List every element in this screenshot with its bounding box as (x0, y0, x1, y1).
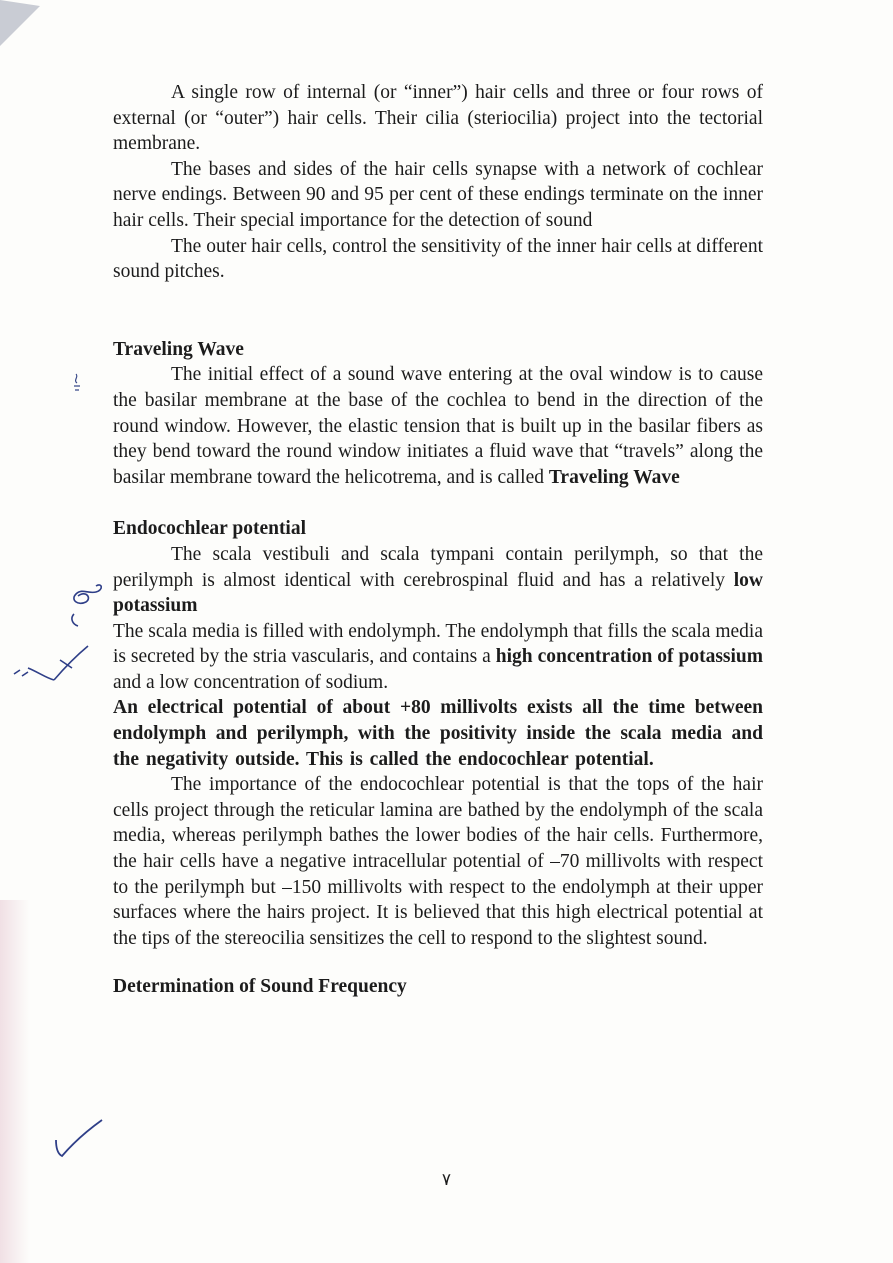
paragraph-endolymph (113, 619, 763, 696)
paragraph-potential-definition (113, 695, 763, 772)
heading-sound-frequency: Determination of Sound Frequency (113, 976, 407, 998)
perilymph-text: The scala vestibuli and scala tympani contain perilymph, so that the perilymph is almost identical with cerebrospinal fluid and has a relatively (113, 543, 763, 591)
heading-traveling-wave: Traveling Wave (113, 338, 244, 360)
checkmark-icon (50, 1112, 106, 1160)
paragraph-hair-cell-rows: A single row of internal (or “inner”) hair cells and three or four rows of external (or “outer”) hair cells. Their cilia (steriocilia) project into the tectorial membrane. (113, 82, 763, 155)
scan-edge-shadow (0, 900, 30, 1263)
paragraph-perilymph (113, 542, 763, 619)
page-number: ٧ (441, 1170, 452, 1190)
high-potassium-term: high concentration of potassium (495, 646, 764, 668)
margin-handwriting-icon (60, 580, 104, 628)
paragraph-outer-hair-cells: The outer hair cells, control the sensitivity of the inner hair cells at different sound pitches. (113, 235, 763, 283)
paragraph-potential-importance: The importance of the endocochlear potential is that the tops of the hair cells project through the reticular lamina are bathed by the endolymph of the scala media, whereas perilymph bathes the lower bodies of the hair cells. Furthermore, the hair cells have a negative intracellular potential of –70 millivolts with respect to the perilymph but –150 millivolts with respect to the endolymph at their upper surfaces where the hairs project. It is believed that this high electrical potential at the tips of the stereocilia sensitizes the cell to respond to the slightest sound. (113, 774, 763, 949)
margin-arrow-icon (10, 640, 94, 688)
potential-definition-text: An electrical potential of about +80 millivolts exists all the time between endolymph and perilymph, with the positivity inside the scala media and the negativity outside. This is called the endocochlear potential. (113, 697, 763, 770)
traveling-wave-text: The initial effect of a sound wave entering at the oval window is to cause the basilar membrane at the base of the cochlea to bend in the direction of the round window. However, the elastic tension that is built up in the basilar fibers as they bend toward the round window initiates a fluid wave that “travels” along the basilar membrane toward the helicotrema, and is called (113, 364, 763, 488)
low-potassium-term: low potassium (113, 569, 763, 617)
traveling-wave-term: Traveling Wave (548, 466, 680, 488)
document-body (113, 80, 763, 1000)
page-corner-mark (0, 0, 48, 48)
paragraph-traveling-wave (113, 362, 763, 490)
heading-endocochlear-potential: Endocochlear potential (113, 518, 307, 540)
endolymph-text: The scala media is filled with endolymph. The endolymph that fills the scala media is secreted by the stria vascularis, and contains a (113, 620, 763, 668)
margin-scribble-icon (70, 372, 86, 396)
paragraph-cochlear-nerve: The bases and sides of the hair cells synapse with a network of cochlear nerve endings. Between 90 and 95 per cent of these endings terminate on the inner hair cells. Their special importance for the detection of sound (113, 158, 763, 231)
endolymph-tail: and a low concentration of sodium. (113, 671, 389, 693)
